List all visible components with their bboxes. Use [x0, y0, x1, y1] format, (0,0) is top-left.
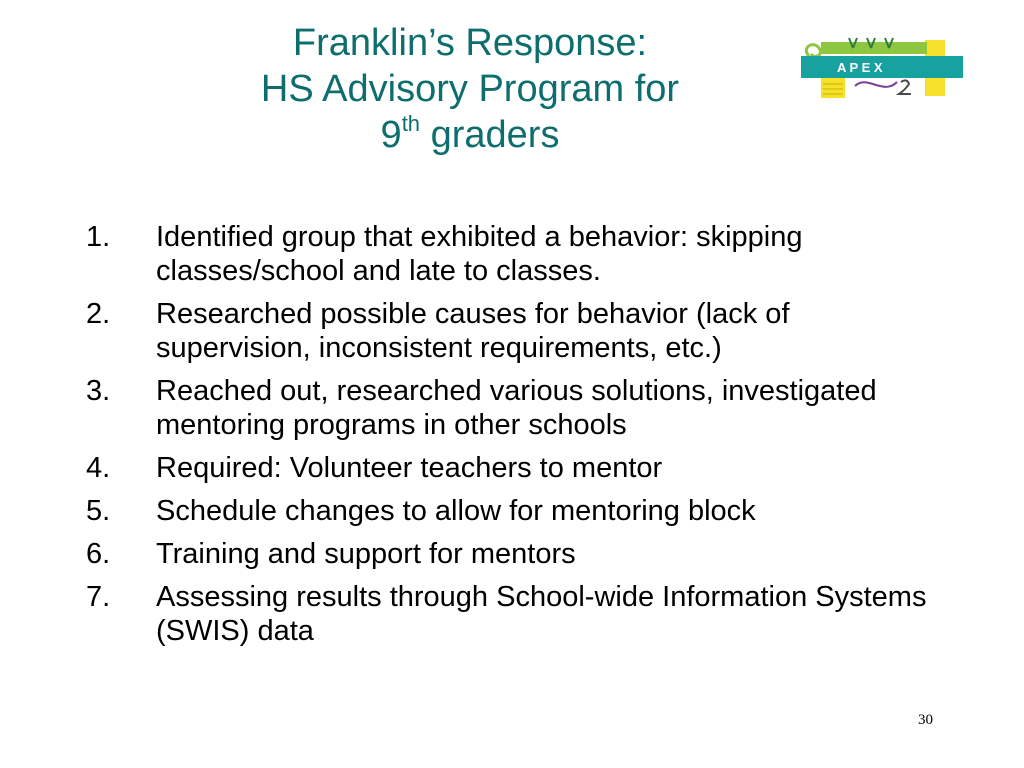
list-item	[86, 580, 946, 648]
list-item-number: 1.	[86, 221, 111, 253]
list-item-text: Identified group that exhibited a behavior: skipping classes/school and late to classes.	[156, 221, 803, 287]
slide-title	[150, 20, 790, 158]
title-number: 9	[380, 114, 402, 156]
list-item	[86, 297, 946, 365]
list-item-text: Researched possible causes for behavior (lack of supervision, inconsistent requirements, etc.)	[156, 298, 790, 364]
list-item	[86, 537, 946, 571]
list-item-number: 7.	[86, 581, 111, 613]
list-item-number: 6.	[86, 538, 111, 570]
title-superscript: th	[401, 111, 421, 137]
list-item-text: Required: Volunteer teachers to mentor	[156, 452, 663, 484]
list-item-number: 2.	[86, 298, 111, 330]
list-item	[86, 494, 946, 528]
title-line-2: HS Advisory Program for	[260, 68, 680, 110]
list-item-number: 4.	[86, 452, 111, 484]
list-item	[86, 220, 946, 288]
numbered-list	[86, 220, 946, 657]
list-item-text: Assessing results through School-wide Information Systems (SWIS) data	[156, 581, 927, 647]
list-item-text: Training and support for mentors	[156, 538, 576, 570]
apex-logo-text: A P E X	[837, 60, 883, 75]
title-line-3	[150, 112, 790, 158]
list-item	[86, 451, 946, 485]
apex-logo-icon	[797, 34, 963, 104]
list-item-number: 3.	[86, 375, 111, 407]
list-item-text: Reached out, researched various solutions, investigated mentoring programs in other schools	[156, 375, 877, 441]
title-rest: graders	[420, 114, 560, 156]
list-item	[86, 374, 946, 442]
title-line-1: Franklin’s Response:	[292, 22, 648, 64]
list-item-number: 5.	[86, 495, 111, 527]
list-item-text: Schedule changes to allow for mentoring block	[156, 495, 756, 527]
page-number: 30	[918, 712, 933, 728]
